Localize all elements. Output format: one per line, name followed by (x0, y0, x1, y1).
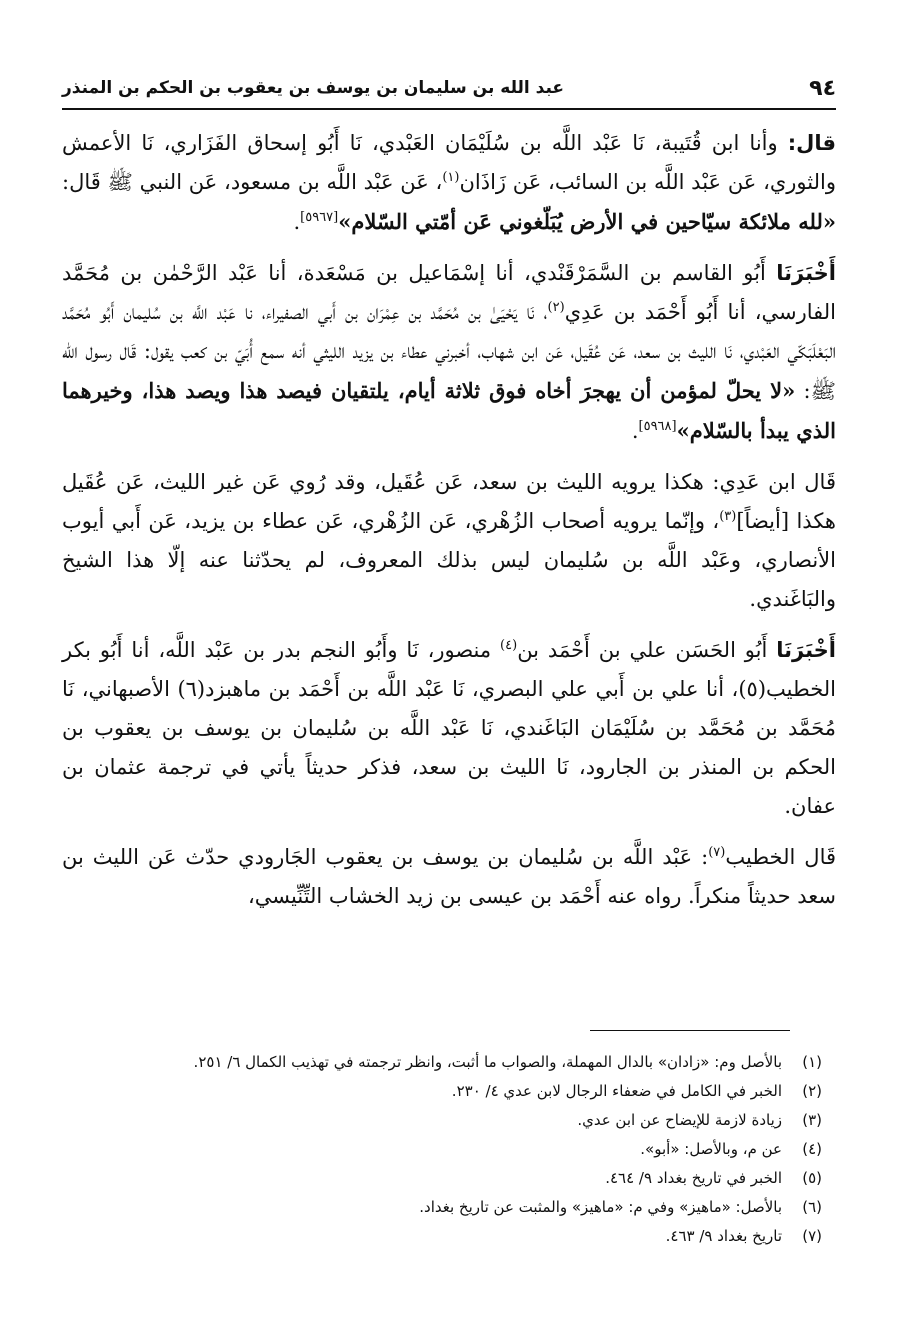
paragraph-5 (62, 838, 836, 916)
footnote-item (62, 1164, 822, 1193)
footnote-marker: (٣) (719, 509, 737, 524)
hadith-reference: [٥٩٦٨] (638, 419, 677, 434)
hadith-quote: «لا يحلّ لمؤمن أن يهجرَ أخاه فوق ثلاثة أيام، يلتقيان فيصد هذا ويصد هذا، وخيرهما الذي يبدأ بالسّلام» (62, 378, 836, 443)
footnotes (62, 1048, 822, 1251)
paragraph-lead: أَخْبَرَنَا (776, 638, 836, 662)
paragraph-text-cont: ، عَن عَبْد اللَّه بن مسعود، عَن النبي ﷺ قَال: (62, 170, 443, 194)
hadith-quote: «لله ملائكة سيّاحين في الأرض يُبَلّغوني عَن أمّتي السّلام» (338, 209, 836, 234)
footnote-number: (١) (802, 1053, 822, 1071)
paragraph-text-cont: منصور، نَا وأَبُو النجم بدر بن عَبْد اللَّه، أنا أَبُو بكر الخطيب(٥)، أنا علي بن أَبي علي البصري، نَا عَبْد اللَّه بن أَحْمَد بن ماهبزد(٦) الأصبهاني، نَا مُحَمَّد بن مُحَمَّد بن سُلَيْمَان البَاغَندي، نَا عَبْد اللَّه بن سُليمان بن يوسف بن يعقوب بن الحكم بن المنذر بن الجارود، نَا الليث بن سعد، فذكر حديثاً يأتي في ترجمة عثمان بن عفان. (62, 638, 836, 818)
paragraph-text: أَبُو القاسم بن السَّمَرْقَنْدي، أنا إسْمَاعيل بن مَسْعَدة، أنا عَبْد الرَّحْمٰن بن مُحَمَّد الفارسي، أنا أَبُو أَحْمَد بن عَدِي (62, 261, 836, 324)
footnote-text: تاريخ بغداد ٩/ ٤٦٣. (665, 1227, 782, 1245)
footnote-item (62, 1135, 822, 1164)
footnote-text: عن م، وبالأصل: «أبو». (640, 1140, 782, 1158)
footnote-marker: (٤) (500, 638, 518, 653)
footnote-text: بالأصل: «ماهيز» وفي م: «ماهيز» والمثبت عن تاريخ بغداد. (419, 1198, 782, 1216)
footnote-marker: (١) (442, 170, 460, 185)
page-number: ٩٤ (809, 75, 836, 101)
paragraph-lead: قال: (787, 131, 836, 155)
footnote-item (62, 1077, 822, 1106)
footnote-text: الخبر في تاريخ بغداد ٩/ ٤٦٤. (605, 1169, 782, 1187)
main-text (62, 124, 836, 928)
footnote-item (62, 1048, 822, 1077)
footnote-number: (٤) (802, 1140, 822, 1158)
paragraph-text: أَبُو الحَسَن علي بن أَحْمَد بن (517, 638, 768, 662)
footnote-text: بالأصل وم: «زادان» بالدال المهملة، والصواب ما أثبت، وانظر ترجمته في تهذيب الكمال ٦/ ٢٥١. (193, 1053, 782, 1071)
footnote-item (62, 1222, 822, 1251)
footnote-number: (٣) (802, 1111, 822, 1129)
footnote-marker: (٢) (547, 300, 565, 315)
paragraph-3 (62, 463, 836, 619)
paragraph-text: وأنا ابن قُتَيبة، نَا عَبْد اللَّه بن سُلَيْمَان العَبْدي، نَا أَبُو إسحاق الفَزَاري، نَا الأعمش والثوري، عَن عَبْد اللَّه بن السائب، عَن زَاذَان (62, 131, 836, 194)
paragraph-text: قَال ابن عَدِي: هكذا يرويه الليث بن سعد، عَن عُقَيل، وقد رُوي عَن غير الليث، عَن عُقَيل هكذا [أيضاً] (62, 470, 836, 533)
paragraph-text-cont: ، وإنّما يرويه أصحاب الزُهْري، عَن الزُهْري، عَن عطاء بن يزيد، عَن أَبي أيوب الأنصاري، وعَبْد اللَّه بن سُليمان ليس بذلك المعروف، لم يحدّثنا عنه إلّا هذا الشيخ والبَاغَندي. (62, 509, 836, 611)
footnote-text: الخبر في الكامل في ضعفاء الرجال لابن عدي ٤/ ٢٣٠. (451, 1082, 782, 1100)
paragraph-1 (62, 124, 836, 242)
running-title: عبد الله بن سليمان بن يوسف بن يعقوب بن الحكم بن المنذر (62, 78, 565, 98)
footnote-marker: (٧) (708, 845, 726, 860)
footnote-text: زيادة لازمة للإيضاح عن ابن عدي. (577, 1111, 782, 1129)
page-header (62, 70, 836, 106)
paragraph-end: . (293, 210, 301, 234)
footnote-number: (٧) (802, 1227, 822, 1245)
header-divider (62, 108, 836, 110)
footnote-number: (٦) (802, 1198, 822, 1216)
footnote-item (62, 1193, 822, 1222)
footnote-number: (٥) (802, 1169, 822, 1187)
paragraph-text-cont: ، نَا يَحْيَىٰ بن مُحَمَّد بن عِمْرَان بن أَبي الصفيراء، نا عَبْد اللَّه بن سُليمان أَبُو مُحَمَّد البَعْلَبَكّي العَبْدي، نَا الليث بن سعد، عَن عُقَيل، عَن ابن شهاب، أخبرني عطاء بن يزيد الليثي أنه سمع أُبَيّ بن كعب يقول: قَال رسول الله ﷺ: (62, 300, 836, 403)
paragraph-text-cont: : عَبْد اللَّه بن سُليمان بن يوسف بن يعقوب الجَارودي حدّث عَن الليث بن سعد حديثاً منكراً. رواه عنه أَحْمَد بن عيسى بن زيد الخشاب التِّنِّيسي، (62, 845, 836, 908)
paragraph-end: . (631, 419, 639, 443)
hadith-reference: [٥٩٦٧] (300, 210, 339, 225)
footnote-divider (590, 1030, 790, 1031)
footnote-item (62, 1106, 822, 1135)
paragraph-lead: أَخْبَرَنَا (776, 261, 836, 285)
paragraph-4 (62, 631, 836, 826)
paragraph-text: قَال الخطيب (725, 845, 837, 869)
footnote-number: (٢) (802, 1082, 822, 1100)
paragraph-2 (62, 254, 836, 451)
